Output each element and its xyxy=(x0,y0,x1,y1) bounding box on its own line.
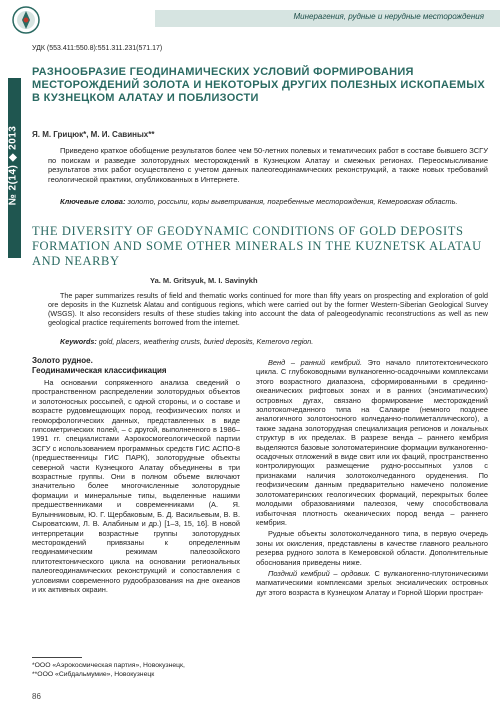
title-russian: РАЗНООБРАЗИЕ ГЕОДИНАМИЧЕСКИХ УСЛОВИЙ ФОРМИРОВАНИЯ МЕСТОРОЖДЕНИЙ ЗОЛОТА И НЕКОТОРЫХ ДРУГИХ ПОЛЕЗНЫХ ИСКОПАЕМЫХ В КУЗНЕЦКОМ АЛАТАУ И ПОБЛИЗОСТИ xyxy=(32,66,485,104)
footnote-divider xyxy=(32,657,82,658)
title-english: THE DIVERSITY OF GEODYNAMIC CONDITIONS OF GOLD DEPOSITS FORMATION AND SOME OTHER MINERALS IN THE KUZNETSK ALATAU AND NEARBY xyxy=(32,224,482,268)
section-subtitle: Геодинамическая классификация xyxy=(32,366,167,375)
abstract-russian: Приведено краткое обобщение результатов более чем 50-летних полевых и тематических работ в составе бывшего ЗСГУ по поискам и разведке золоторудных месторождений в Кузнецком Алатау и смежных регионах. Переосмысливание результатов этих работ осуществлено с учетом данных палеогеодинамических реконструкций, а также новых требований геологической практики, опубликованных в Интернете. xyxy=(48,146,488,184)
authors-english: Ya. M. Gritsyuk, M. I. Savinykh xyxy=(150,276,258,285)
footnote: *ООО «Аэрокосмическая партия», Новокузнецк, xyxy=(32,662,185,669)
keywords-label-en: Keywords: xyxy=(60,337,97,346)
abstract-english: The paper summarizes results of field and thematic works continued for more than fifty years on prospecting and exploration of gold ore deposits in the Kuznetsk Alatau and contiguous regions, which were carried out by the former Western-Siberian Geological Survey (WSGS). It also reconsiders results of these studies taking into account the data of paleogeodynamic reconstructions as well as new geological practice requirements borrowed from the internet. xyxy=(48,291,488,327)
period-heading: Венд – ранний кембрий. xyxy=(268,358,362,367)
footnotes xyxy=(32,661,185,679)
period-heading: Поздний кембрий – ордовик. xyxy=(268,568,371,578)
section-title: Золото рудное. xyxy=(32,356,93,365)
issue-label: № 2(14) ◆ 2013 xyxy=(7,125,19,206)
page-number: 86 xyxy=(32,692,41,701)
keywords-russian xyxy=(48,197,488,207)
body-paragraph: Рудные объекты золотоколчеданного типа, в первую очередь зоны их окисления, представлены в качестве главного реального резерва рудного золота в Кемеровской области. Дополнительные обоснования приведены ниже. xyxy=(256,529,488,567)
keywords-text: золото, россыпи, коры выветривания, погребенные месторождения, Кемеровская область. xyxy=(125,197,458,206)
authors-russian: Я. М. Грицюк*, М. И. Савиных** xyxy=(32,130,155,139)
keywords-label: Ключевые слова: xyxy=(60,197,126,206)
left-column xyxy=(32,356,240,594)
section-header: Минерагения, рудные и нерудные месторождения xyxy=(293,12,484,21)
udk-code: УДК (553.411:550.8):551.311.231(571.17) xyxy=(32,45,163,52)
keywords-text-en: gold, placers, weathering crusts, buried deposits, Kemerovo region. xyxy=(96,337,314,346)
keywords-english xyxy=(48,337,488,346)
body-paragraph: Венд – ранний кембрий. Это начало плитотектонического цикла. С глубоководными вулканогенно-осадочными комплексами этого возрастного диапазона, сформированными в срединно-океанических рифтовых зонах и в ранних (энсиматических) островных дугах, связано формирование месторождений золотоколчеданного типа на Салаире (немного позднее аналогичного золотоносного колчеданно-полиметаллического), а также задана золоторудная специализация регионов и локальных структур в их пределах. В разрезе венда – раннего кембрия выделяются базовые золотоматеринские формации вулканогенно-осадочных отложений в виде свит или их фаций, пространственно контролирующих размещение рудно-россыпных узлов с признаками наличия золотоколчеданного оруденения. По геофизическим данным предварительно намечено положение золотоматеринских геологических формаций, перекрытых более молодыми образованиями палеозоя, чему способствовала избыточная плотность океанических пород венда – раннего кембрия. xyxy=(256,358,488,527)
journal-logo-icon xyxy=(11,5,41,35)
body-paragraph: На основании сопряженного анализа сведений о пространственном распределении золоторудных объектов и золотоносных россыпей, с одной стороны, и о составе и возрасте рудовмещающих пород, геофизических полях и геоморфологических данных, представленных в виде гипсометрических полей, – с другой, выполненного в 1986–1991 гг. специалистами Аэрокосмогеологической партии ЗСГУ с использованием программных средств ГИС АСПО-8 (предшественницы ГИС ПАРК), золоторудные объекты северной части Кузнецкого Алатау объединены в три возрастные группы. Они в полном объеме включают значительно более многочисленные золоторудные формации и минеральные типы, выделенные нашими предшественниками и современниками (А. Я. Булынниковым, Ю. Г. Щербаковым, Б. Д. Васильевым, В. В. Сыроватским, Л. В. Алабиным и др.) [1–3, 15, 16]. В новой интерпретации возрастные группы золоторудных месторождений привязаны к определенным геодинамическим режимам палеозойского плитотектонического цикла на основании региональных палеогеодинамических реконструкций и сопоставления с условиями современного рудообразования на дне океанов и их активных окраин. xyxy=(32,378,240,594)
body-paragraph: Поздний кембрий – ордовик. С вулканогенно-плутоническими магматическими комплексами зрелых энсиалических островных дуг этого возраста в Кузнецком Алатау и Горной Шории простран- xyxy=(256,568,488,597)
footnote: **ООО «Сибдальмумие», Новокузнецк xyxy=(32,671,155,678)
right-column xyxy=(256,356,488,597)
